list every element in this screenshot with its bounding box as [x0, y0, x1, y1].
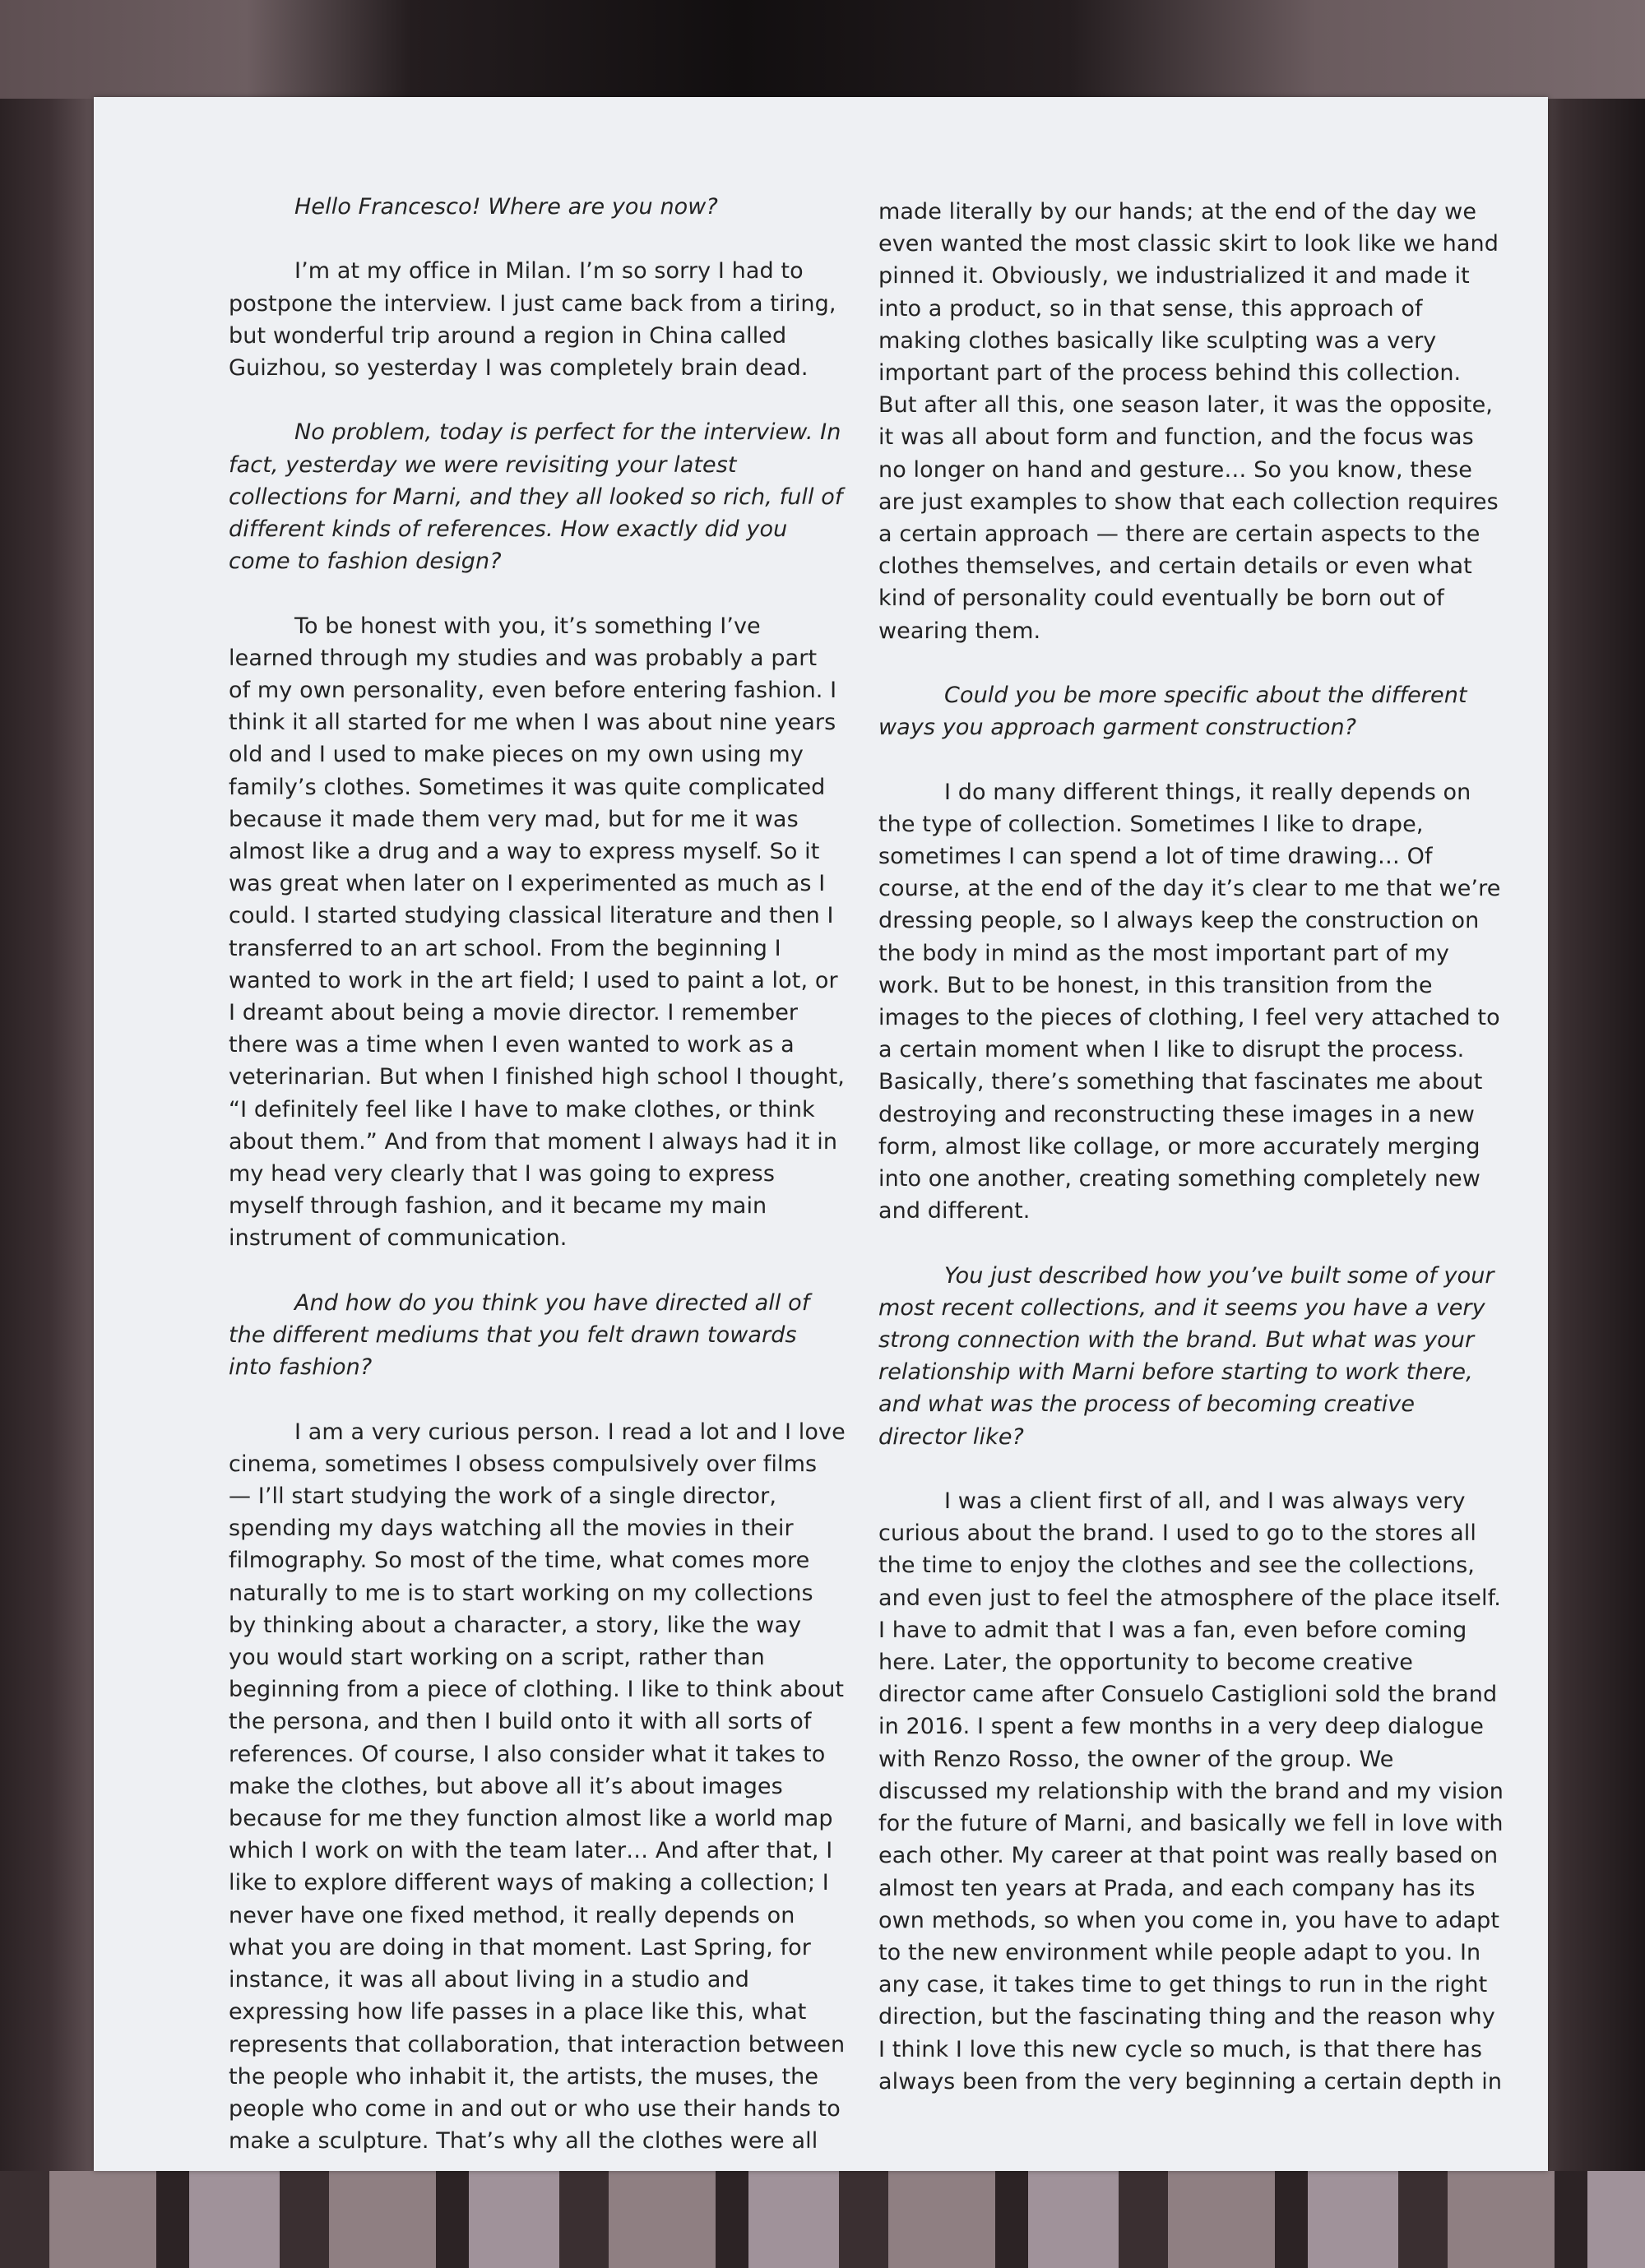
interview-answer: I am a very curious person. I read a lot and I love cinema, sometimes I obsess compulsively over films — I’ll start studying the work of a single director, spending my days watching all the movies in their filmography. So most of the time, what comes more naturally to me is to start working on my collections by thinking about a character, a story, like the way you would start working on a script, rather than beginning from a piece of clothing. I like to think about the persona, and then I build onto it with all sorts of references. Of course, I also consider what it takes to make the clothes, but above all it’s about images because for me they function almost like a world map which I work on with the team later… And after that, I like to explore different ways of making a collection; I never have one fixed method, it really depends on what you are doing in that moment. Last Spring, for instance, it was all about living in a studio and expressing how life passes in a place like this, what represents that collaboration, that interaction between the people who inhabit it, the artists, the muses, the people who come in and out or who use their hands to make a sculpture. That’s why all the clothes were all [229, 1419, 846, 2155]
interview-question: You just described how you’ve built some of your most recent collections, and it seems you have a very strong connection with the brand. But what was your relationship with Marni before starting to work there, and what was the process of becoming creative director like? [878, 1262, 1494, 1450]
magazine-page [94, 97, 1548, 2171]
interview-answer: I was a client first of all, and I was always very curious about the brand. I used to go to the stores all the time to enjoy the clothes and see the collections, and even just to feel the atmosphere of the place itself. I have to admit that I was a fan, even before coming here. Later, the opportunity to become creative director came after Consuelo Castiglioni sold the brand in 2016. I spent a few months in a very deep dialogue with Renzo Rosso, the owner of the group. We discussed my relationship with the brand and my vision for the future of Marni, and basically we fell in love with each other. My career at that point was really based on almost ten years at Prada, and each company has its own methods, so when you come in, you have to adapt to the new environment while people adapt to you. In any case, it takes time to get things to run in the right direction, but the fascinating thing and the reason why I think I love this new cycle so much, is that there has always been from the very beginning a certain depth in [878, 1488, 1504, 2094]
interview-answer: I do many different things, it really depends on the type of collection. Sometimes I like to drape, sometimes I can spend a lot of time drawing… Of course, at the end of the day it’s clear to me that we’re dressing people, so I always keep the construction on the body in mind as the most important part of my work. But to be honest, in this transition from the images to the pieces of clothing, I feel very attached to a certain moment when I like to disrupt the process. Basically, there’s something that fascinates me about destroying and reconstructing these images in a new form, almost like collage, or more accurately merging into one another, creating something completely new and different. [878, 779, 1501, 1224]
left-column [229, 191, 846, 2190]
interview-question: Hello Francesco! Where are you now? [294, 194, 718, 220]
interview-answer: To be honest with you, it’s something I’ve learned through my studies and was probably a part of my own personality, even before entering fashion. I think it all started for me when I was about nine years old and I used to make pieces on my own using my family’s clothes. Sometimes it was quite complicated because it made them very mad, but for me it was almost like a drug and a way to express myself. So it was great when later on I experimented as much as I could. I started studying classical literature and then I transferred to an art school. From the beginning I wanted to work in the art field; I used to paint a lot, or I dreamt about being a movie director. I remember there was a time when I even wanted to work as a veterinarian. But when I finished high school I thought, “I definitely feel like I have to make clothes, or think about them.” And from that moment I always had it in my head very clearly that I was going to express myself through fashion, and it became my main instrument of communication. [229, 613, 845, 1252]
interview-question: Could you be more specific about the different ways you approach garment construction? [878, 683, 1467, 741]
interview-answer-continuation: made literally by our hands; at the end of the day we even wanted the most classic skirt to look like we hand pinned it. Obviously, we industrialized it and made it into a product, so in that sense, this approach of making clothes basically like sculpting was a very important part of the process behind this collection. But after all this, one season later, it was the opposite, it was all about form and function, and the focus was no longer on hand and gesture… So you know, these are just examples to show that each collection requires a certain approach — there are certain aspects to the clothes themselves, and certain details or even what kind of personality could eventually be born out of wearing them. [878, 199, 1499, 644]
interview-answer: I’m at my office in Milan. I’m so sorry I had to postpone the interview. I just came back from a tiring, but wonderful trip around a region in China called Guizhou, so yesterday I was completely brain dead. [229, 258, 836, 381]
interview-question: No problem, today is perfect for the interview. In fact, yesterday we were revisiting your latest collections for Marni, and they all looked so rich, full of different kinds of references. How exactly did you come to fashion design? [229, 419, 843, 575]
right-column [878, 196, 1504, 2130]
background-top-shadow [0, 0, 1645, 99]
interview-question: And how do you think you have directed all of the different mediums that you felt drawn towards into fashion? [229, 1289, 810, 1381]
